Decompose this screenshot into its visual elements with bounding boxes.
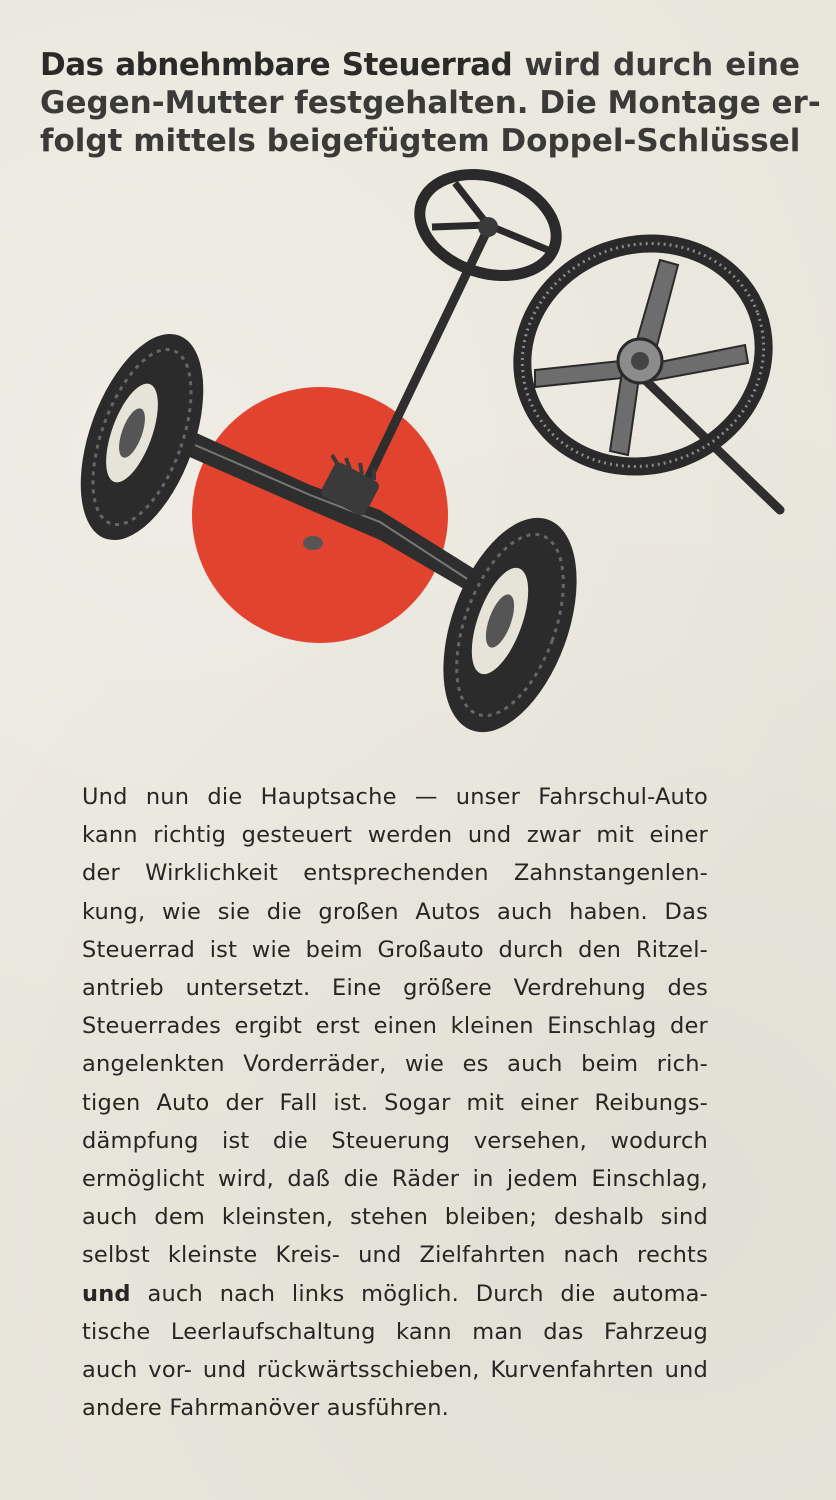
body-line: Steuerrad ist wie beim Großauto durch den Ritzel-: [82, 936, 708, 963]
body-paragraph: [82, 778, 708, 1427]
red-circle: [192, 387, 448, 643]
body-line: antrieb untersetzt. Eine größere Verdrehung des: [82, 975, 708, 1002]
heading-line-1-rest: wird durch eine: [512, 47, 801, 83]
body-line: kann richtig gesteuert werden und zwar mit einer: [82, 822, 708, 849]
body-line-14: [82, 1275, 708, 1313]
heading-bold-lead: Das abnehmbare Steuerrad: [40, 47, 513, 83]
body-line: andere Fahrmanöver ausführen.: [82, 1395, 450, 1422]
bold-word-und: und: [82, 1280, 131, 1307]
body-line: ermöglicht wird, daß die Räder in jedem Einschlag,: [82, 1166, 708, 1193]
body-line: auch vor- und rückwärtsschieben, Kurvenfahrten und: [82, 1357, 708, 1384]
body-line: Und nun die Hauptsache — unser Fahrschul-Auto: [82, 784, 708, 810]
body-line: kung, wie sie die großen Autos auch haben. Das: [82, 898, 708, 925]
body-line: angelenkten Vorderräder, wie es auch beim rich-: [82, 1051, 708, 1078]
body-line: tigen Auto der Fall ist. Sogar mit einer Reibungs-: [82, 1089, 708, 1116]
heading-line-2: Gegen-Mutter festgehalten. Die Montage er-: [40, 85, 821, 121]
page-heading: [40, 46, 821, 160]
body-line: selbst kleinste Kreis- und Zielfahrten nach rechts: [82, 1242, 708, 1269]
heading-line-1: [40, 46, 800, 84]
body-line-14-rest: auch nach links möglich. Durch die automa-: [130, 1280, 708, 1307]
body-line: Steuerrades ergibt erst einen kleinen Einschlag der: [82, 1013, 708, 1040]
body-line: dämpfung ist die Steuerung versehen, wodurch: [82, 1127, 708, 1154]
steering-wheel-icon: [491, 210, 790, 510]
steering-assembly-illustration: [80, 165, 790, 755]
body-line: auch dem kleinsten, stehen bleiben; deshalb sind: [82, 1204, 708, 1231]
body-line: der Wirklichkeit entsprechenden Zahnstangenlen-: [82, 860, 708, 887]
heading-line-3: folgt mittels beigefügtem Doppel-Schlüssel: [40, 123, 801, 159]
body-line: tische Leerlaufschaltung kann man das Fahrzeug: [82, 1318, 708, 1345]
